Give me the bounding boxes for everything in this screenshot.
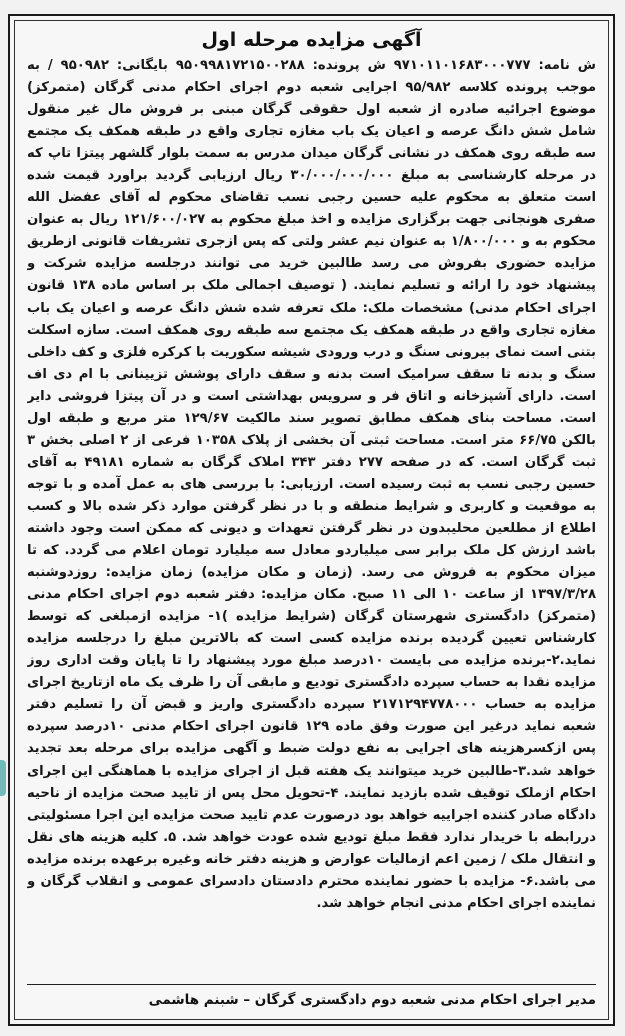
- notice-frame: [8, 14, 615, 1026]
- notice-body: [27, 55, 596, 980]
- notice-inner-border: [14, 20, 609, 1020]
- notice-paragraph: ش نامه: ۹۷۱۰۱۱۰۱۶۸۳۰۰۰۷۷۷ ش پرونده: ۹۵۰۹۹۸۱۷۲۱۵۰۰۲۸۸ بایگانی: ۹۵۰۹۸۲ / به موجب پرونده کلاسه ۹۵/۹۸۲ اجرایی شعبه دوم اجرای احکام مدنی گرگان (متمرکز) موضوع اجرائیه صادره از شعبه اول حقوقی گرگان مبنی بر فروش مال غیر منقول شامل شش دانگ عرصه و اعیان یک باب مغازه تجاری واقع در طبقه همکف یک مجتمع سه طبقه روی همکف در نشانی گرگان میدان مدرس به سمت بلوار گلشهر پیتزا تاپ که در مرحله کارشناسی به مبلغ ۳۰/۰۰۰/۰۰۰/۰۰۰ ریال ارزیابی گردید براورد قیمت شده است متعلق به محکوم علیه حسین رجبی نسب تقاضای محکوم له آقای عفضل الله صفری هونجانی جهت برگزاری مزایده و اخذ مبلغ محکوم به ۱۲۱/۶۰۰/۰۲۷ ریال به عنوان محکوم به و ۱/۸۰۰/۰۰۰ به عنوان نیم عشر ولتی که پس ازجری تشریفات قانونی ازطریق مزایده حضوری بفروش می رسد طالبین خرید می توانند درجلسه مزایده شرکت و پیشنهاد خود را ارائه و تسلیم نمایند. ( توصیف اجمالی ملک بر اساس ماده ۱۳۸ قانون اجرای احکام مدنی) مشخصات ملک: ملک تعرفه شده شش دانگ عرصه و اعیان یک باب مغازه تجاری واقع در طبقه همکف یک مجتمع سه طبقه روی همکف است. سازه اسکلت بتنی است نمای بیرونی سنگ و درب ورودی شیشه سکوریت با کرکره فلزی و کف داخلی سنگ و بدنه تا سقف سرامیک است بدنه و سقف دارای پوشش تزیینانی با ام دی اف است. دارای آشپزخانه و اتاق فر و سرویس بهداشتی است و در آن پیتزا فروشی دایر است. مساحت بنای همکف مطابق تصویر سند مالکیت ۱۲۹/۶۷ متر مربع و طبقه اول بالکن ۶۶/۷۵ متر است. مساحت ثبتی آن بخشی از پلاک ۱۰۳۵۸ فرعی از ۲ اصلی بخش ۳ ثبت گرگان است. که در صفحه ۲۷۷ دفتر ۳۴۳ املاک گرگان به شماره ۴۹۱۸۱ به آقای حسین رجبی نسب به ثبت رسیده است. ارزیابی: با بررسی های به عمل آمده و با توجه به موقعیت و کاربری و شرایط منطقه و با در نظر گرفتن موارد ذکر شده بالا و کسب اطلاع از مطلعین محلیبدون در نظر گرفتن تعهدات و دیونی که ممکن است وجود داشته باشد ارزش کل ملک برابر سی میلیاردو معادل سه میلیارد تومان اعلام می گردد. که تا میزان محکوم به فروش می رسد. (زمان و مکان مزایده) زمان مزایده: روزدوشنبه ۱۳۹۷/۳/۲۸ از ساعت ۱۰ الی ۱۱ صبح. مکان مزایده: دفتر شعبه دوم اجرای احکام مدنی (متمرکز) دادگستری شهرستان گرگان (شرایط مزایده )۱- مزایده ازمبلغی که توسط کارشناس تعیین گردیده برنده مزایده کسی است که بالاترین مبلغ را درجلسه مزایده نماید.۲-برنده مزایده می بایست ۱۰درصد مبلغ مورد پیشنهاد را تا پایان وقت اداری روز مزایده نقدا به حساب سپرده دادگستری تودیع و مابقی آن را ظرف یک ماه ازتاریخ اجرای مزایده به حساب ۲۱۷۱۲۹۴۷۷۸۰۰۰ سپرده دادگستری واریز و قبض آن را تسلیم دفتر شعبه نماید درغیر این صورت وفق ماده ۱۲۹ قانون اجرای احکام مدنی ۱۰درصد سپرده پس ازکسرهزینه های اجرایی به نفع دولت ضبط و آگهی مزایده برای مرحله بعد تجدید خواهد شد.۳-طالبین خرید میتوانند یک هفته قبل از اجرای مزایده با هماهنگی این اجرای احکام ازملک توقیف شده بازدید نمایند. ۴-تحویل محل پس از تایید صحت مزایده از ناحیه دادگاه صادر کننده اجراییه خواهد بود درصورت عدم تایید صحت مزایده این اجرا مسئولیتی دررابطه با خریدار ندارد فقط مبلغ تودیع شده عودت خواهد شد. ۵. کلیه هزینه های نقل و انتقال ملک / زمین اعم ازمالیات عوارض و هزینه دفتر خانه وغیره برعهده برنده مزایده می باشد.۶- مزایده با حضور نماینده محترم دادستان دادسرای عمومی و انقلاب گرگان و نماینده اجرای احکام مدنی انجام خواهد شد.: [27, 58, 596, 911]
- notice-signature: مدیر اجرای احکام مدنی شعبه دوم دادگستری گرگان – شبنم هاشمی: [27, 984, 596, 1011]
- page-edge-mark: [0, 760, 6, 796]
- notice-title: آگهی مزایده مرحله اول: [201, 29, 422, 51]
